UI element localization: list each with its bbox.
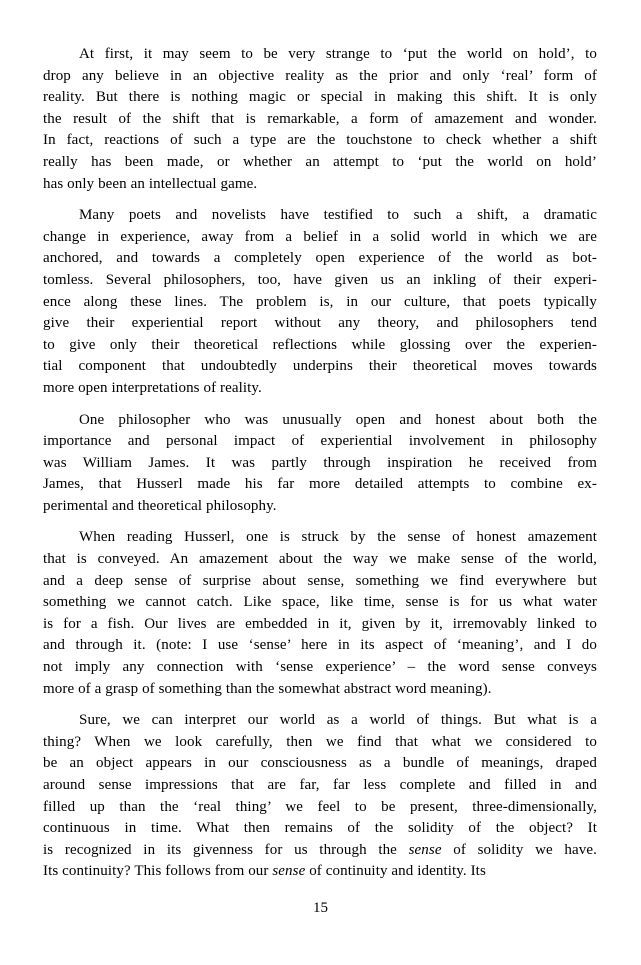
text-line: tial component that undoubtedly underpins their theoretical moves towards	[43, 358, 597, 375]
text-line: Sure, we can interpret our world as a world of things. But what is a	[79, 712, 597, 729]
text-line: filled up than the ‘real thing’ we feel to be present, three-dimensionally,	[43, 798, 597, 815]
text-line: ence along these lines. The problem is, in our culture, that poets typically	[43, 293, 597, 310]
text-line: give their experiential report without any theory, and philosophers tend	[43, 315, 597, 332]
text-line: importance and personal impact of experiential involvement in philosophy	[43, 433, 597, 450]
text-line: that is conveyed. An amazement about the way we make sense of the world,	[43, 551, 597, 568]
text-line: more of a grasp of something than the somewhat abstract word meaning).	[43, 680, 492, 697]
paragraph	[43, 44, 597, 195]
text-line: drop any believe in an objective reality as the prior and only ‘real’ form of	[43, 67, 597, 84]
paragraph	[43, 710, 597, 883]
text-line: tomless. Several philosophers, too, have given us an inkling of their experi-	[43, 271, 597, 288]
text-line: is recognized in its givenness for us through the sense of solidity we have.	[43, 841, 597, 858]
text-line: Its continuity? This follows from our sense of continuity and identity. Its	[43, 863, 486, 880]
page-body-text	[43, 44, 597, 893]
text-line: perimental and theoretical philosophy.	[43, 497, 277, 514]
text-line: change in experience, away from a belief in a solid world in which we are	[43, 228, 597, 245]
text-line: Many poets and novelists have testified to such a shift, a dramatic	[79, 207, 597, 224]
text-line: and through it. (note: I use ‘sense’ here in its aspect of ‘meaning’, and I do	[43, 637, 597, 654]
text-line: James, that Husserl made his far more detailed attempts to combine ex-	[43, 476, 597, 493]
text-line: In fact, reactions of such a type are the touchstone to check whether a shift	[43, 132, 597, 149]
text-line: was William James. It was partly through inspiration he received from	[43, 454, 597, 471]
text-line: When reading Husserl, one is struck by the sense of honest amazement	[79, 529, 597, 546]
text-line: really has been made, or whether an attempt to ‘put the world on hold’	[43, 153, 597, 170]
text-line: to give only their theoretical reflections while glossing over the experien-	[43, 336, 597, 353]
page-number: 15	[313, 900, 328, 916]
text-line: more open interpretations of reality.	[43, 379, 262, 396]
text-line: continuous in time. What then remains of the solidity of the object? It	[43, 820, 597, 837]
paragraph	[43, 205, 597, 399]
paragraph	[43, 410, 597, 518]
paragraph	[43, 527, 597, 700]
text-line: anchored, and towards a completely open experience of the world as bot-	[43, 250, 597, 267]
text-line: reality. But there is nothing magic or special in making this shift. It is only	[43, 89, 597, 106]
text-line: the result of the shift that is remarkable, a form of amazement and wonder.	[43, 110, 597, 127]
text-line: be an object appears in our consciousness as a bundle of meanings, draped	[43, 755, 597, 772]
text-line: has only been an intellectual game.	[43, 175, 258, 192]
text-line: not imply any connection with ‘sense experience’ – the word sense conveys	[43, 659, 597, 676]
text-line: around sense impressions that are far, far less complete and filled in and	[43, 777, 597, 793]
text-line: thing? When we look carefully, then we find that what we considered to	[43, 733, 597, 750]
text-line: is for a fish. Our lives are embedded in it, given by it, irremovably linked to	[43, 615, 597, 632]
text-line: and a deep sense of surprise about sense, something we find everywhere but	[43, 572, 597, 589]
text-line: One philosopher who was unusually open and honest about both the	[79, 411, 597, 428]
text-line: something we cannot catch. Like space, like time, sense is for us what water	[43, 594, 597, 611]
text-line: At first, it may seem to be very strange to ‘put the world on hold’, to	[79, 46, 597, 62]
